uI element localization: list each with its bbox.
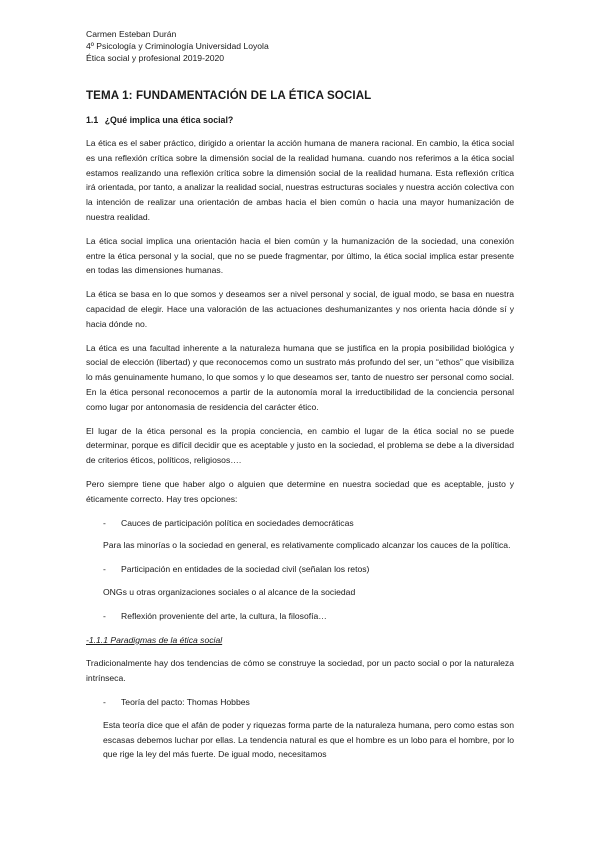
- subject-line: Ética social y profesional 2019-2020: [86, 53, 225, 63]
- option-item-3: [86, 609, 514, 624]
- option-label-1: Cauces de participación política en sociedades democráticas: [121, 517, 354, 528]
- list-dash: -: [103, 696, 106, 707]
- document-title: TEMA 1: FUNDAMENTACIÓN DE LA ÉTICA SOCIAL: [86, 89, 372, 102]
- theory-item: [86, 695, 514, 710]
- paragraph-2: La ética social implica una orientación hacia el bien común y la humanización de la sociedad, una conexión entre la ética personal y la social, que no se puede fragmentar, por último, la ética social implica estar presente en todas las dimensiones humanas.: [86, 235, 514, 276]
- paragraph-1: La ética es el saber práctico, dirigido a orientar la acción humana de manera racional. En cambio, la ética social es una reflexión crítica sobre la dimensión social de la realidad humana. cuando nos referimos a la ética social estamos realizando una reflexión crítica sobre la dimensión social de la realidad humana. Esta reflexión crítica irá orientada, por tanto, a analizar la realidad social, nuestras estructuras sociales y nuestra acción colectiva con la intención de realizar una orientación de ambas hacia el bien común o hacia una mayor humanización de nuestra realidad.: [86, 138, 515, 222]
- author-name: Carmen Esteban Durán: [86, 29, 177, 39]
- section-heading: [86, 113, 514, 127]
- subsection-heading: -1.1.1 Paradigmas de la ética social: [86, 634, 223, 645]
- option-item-1: [86, 516, 514, 531]
- course-line: 4º Psicología y Criminología Universidad Loyola: [86, 41, 269, 51]
- list-dash: -: [103, 517, 106, 528]
- paragraph-4: La ética es una facultad inherente a la naturaleza humana que se justifica en la propia posibilidad biológica y social de elección (libertad) y que reconocemos como un sustrato más profundo del ser, un “ethos” que visibiliza lo más genuinamente humano, lo que somos y lo que deseamos ser, tanto de nuestro ser personal como social. En la ética personal reconocemos a partir de la autonomía moral la irreductibilidad de la conciencia personal como lugar por antonomasia de residencia del carácter ético.: [86, 342, 514, 412]
- list-dash: -: [103, 564, 106, 575]
- option-note-2: ONGs u otras organizaciones sociales o al alcance de la sociedad: [103, 586, 356, 597]
- theory-text: Esta teoría dice que el afán de poder y riquezas forma parte de la naturaleza humana, pero como estas son escasas debemos luchar por ellas. La tendencia natural es que el hombre es un lobo para el hombre, por lo que rige la ley del más fuerte. De igual modo, necesitamos: [103, 719, 514, 760]
- option-item-2: [86, 562, 514, 577]
- paragraph-5: El lugar de la ética personal es la propia conciencia, en cambio el lugar de la ética social no se puede determinar, porque es difícil decidir que es aceptable y justo en la sociedad, el problema se debe a la diversidad de criterios éticos, políticos, religiosos….: [86, 425, 514, 466]
- list-dash: -: [103, 610, 106, 621]
- option-label-3: Reflexión proveniente del arte, la cultura, la filosofía…: [121, 610, 327, 621]
- option-label-2: Participación en entidades de la sociedad civil (señalan los retos): [121, 564, 370, 575]
- section-number: 1.1: [86, 115, 99, 125]
- theory-label: Teoría del pacto: Thomas Hobbes: [121, 696, 250, 707]
- paragraph-6: Pero siempre tiene que haber algo o alguien que determine en nuestra sociedad que es aceptable, justo y éticamente correcto. Hay tres opciones:: [86, 478, 514, 504]
- section-heading-text: ¿Qué implica una ética social?: [104, 115, 234, 125]
- subsection-intro: Tradicionalmente hay dos tendencias de cómo se construye la sociedad, por un pacto social o por la naturaleza intrínseca.: [86, 658, 514, 684]
- paragraph-3: La ética se basa en lo que somos y deseamos ser a nivel personal y social, de igual modo, se basa en nuestra capacidad de elegir. Hace una valoración de las actuaciones deshumanizantes y nos orienta hacia dónde sí y hacia dónde no.: [86, 289, 514, 329]
- option-note-1: Para las minorías o la sociedad en general, es relativamente complicado alcanzar los cauces de la política.: [103, 540, 511, 551]
